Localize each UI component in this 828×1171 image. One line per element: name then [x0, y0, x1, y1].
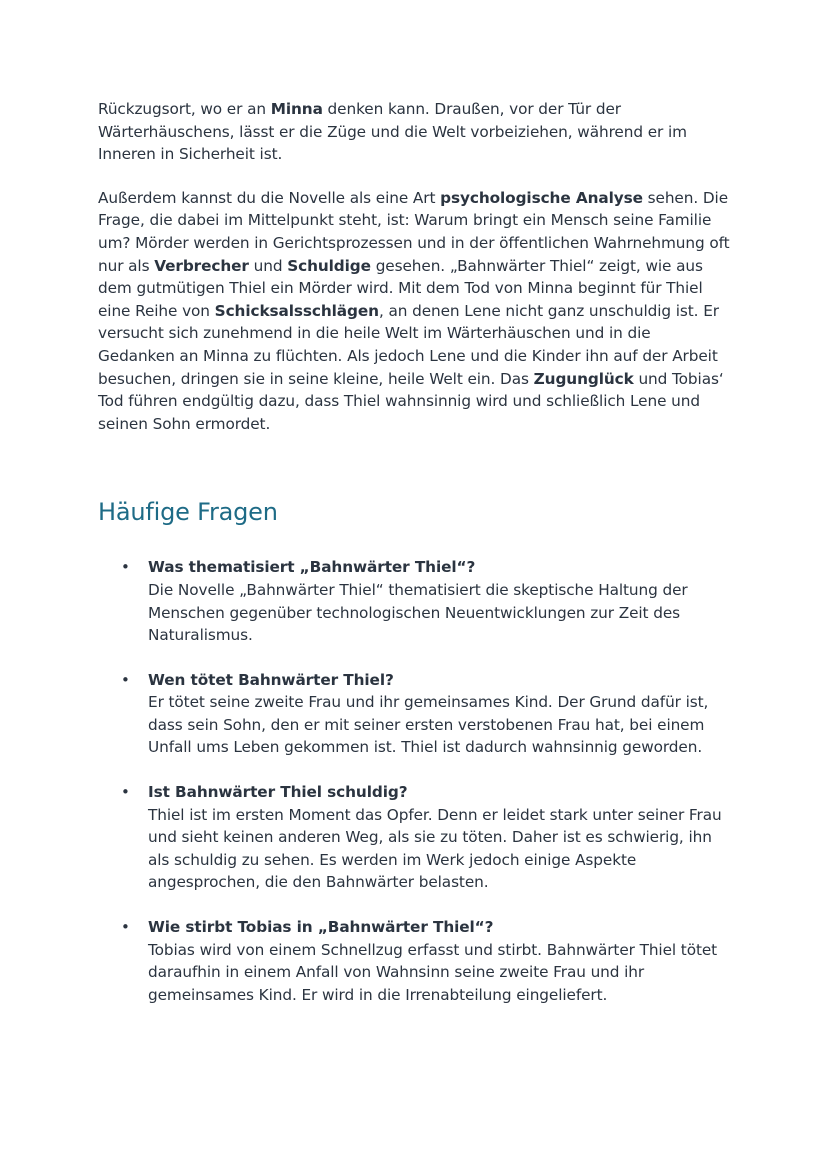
intro-paragraph	[98, 98, 730, 166]
faq-item	[98, 669, 730, 759]
faq-answer: Tobias wird von einem Schnellzug erfasst und stirbt. Bahnwärter Thiel tötet daraufhin in einem Anfall von Wahnsinn seine zweite Frau und ihr gemeinsames Kind. Er wird in die Irrenabteilung eingeliefert.	[148, 940, 718, 1004]
bold-term-zugunglueck: Zugunglück	[533, 369, 634, 388]
faq-list	[98, 556, 730, 1006]
text-run: gesehen. „Bahnwärter Thiel“ zeigt, wie aus dem gutmütigen Thiel ein Mörder wird. Mit dem Tod von Minna beginnt für Thiel eine Reihe von	[98, 256, 703, 320]
faq-item	[98, 556, 730, 646]
text-run: und	[248, 256, 288, 275]
text-run: , an denen Lene nicht ganz unschuldig ist. Er versucht sich zunehmend in die heile Welt im Wärterhäuschen und in die Gedanken an Minna zu flüchten. Als jedoch Lene und die Kinder ihn auf der Arbeit besuchen, dringen sie in seine kleine, heile Welt ein. Das	[98, 301, 719, 388]
text-run: sehen. Die Frage, die dabei im Mittelpunkt steht, ist: Warum bringt ein Mensch seine Familie um? Mörder werden in Gerichtsprozessen und in der öffentlichen Wahrnehmung oft nur als	[98, 188, 730, 275]
faq-answer: Thiel ist im ersten Moment das Opfer. Denn er leidet stark unter seiner Frau und sieht keinen anderen Weg, als sie zu töten. Daher ist es schwierig, ihn als schuldig zu sehen. Es werden im Werk jedoch einige Aspekte angesprochen, die den Bahnwärter belasten.	[148, 805, 722, 892]
faq-item	[98, 916, 730, 1006]
bold-term-schicksalsschlaegen: Schicksalsschlägen	[214, 301, 379, 320]
faq-item	[98, 781, 730, 894]
text-run: und Tobias‘ Tod führen endgültig dazu, dass Thiel wahnsinnig wird und schließlich Lene und seinen Sohn ermordet.	[98, 369, 724, 433]
text-run: denken kann. Draußen, vor der Tür der Wärterhäuschens, lässt er die Züge und die Welt vorbeiziehen, während er im Inneren in Sicherheit ist.	[98, 100, 687, 164]
text-run: Außerdem kannst du die Novelle als eine Art	[98, 188, 441, 207]
bold-term-schuldige: Schuldige	[287, 256, 371, 275]
text-run: Rückzugsort, wo er an	[98, 100, 271, 118]
faq-question: Wen tötet Bahnwärter Thiel?	[148, 670, 394, 689]
faq-heading: Häufige Fragen	[98, 498, 278, 527]
bold-term-verbrecher: Verbrecher	[154, 256, 249, 275]
bullet-icon: •	[121, 783, 130, 802]
faq-question: Wie stirbt Tobias in „Bahnwärter Thiel“?	[148, 918, 494, 937]
bullet-icon: •	[121, 558, 130, 577]
faq-answer: Die Novelle „Bahnwärter Thiel“ thematisiert die skeptische Haltung der Menschen gegenüber technologischen Neuentwicklungen zur Zeit des Naturalismus.	[148, 580, 688, 645]
bullet-icon: •	[121, 918, 130, 937]
bold-term-minna: Minna	[270, 100, 323, 118]
faq-question: Was thematisiert „Bahnwärter Thiel“?	[148, 558, 476, 577]
faq-question: Ist Bahnwärter Thiel schuldig?	[148, 783, 408, 802]
bold-term-psychologische-analyse: psychologische Analyse	[440, 188, 643, 207]
faq-answer: Er tötet seine zweite Frau und ihr gemeinsames Kind. Der Grund dafür ist, dass sein Sohn, den er mit seiner ersten verstobenen Frau hat, bei einem Unfall ums Leben gekommen ist. Thiel ist dadurch wahnsinnig geworden.	[148, 693, 709, 757]
analysis-paragraph	[98, 187, 730, 436]
document-page	[98, 98, 730, 1006]
bullet-icon: •	[121, 670, 130, 689]
